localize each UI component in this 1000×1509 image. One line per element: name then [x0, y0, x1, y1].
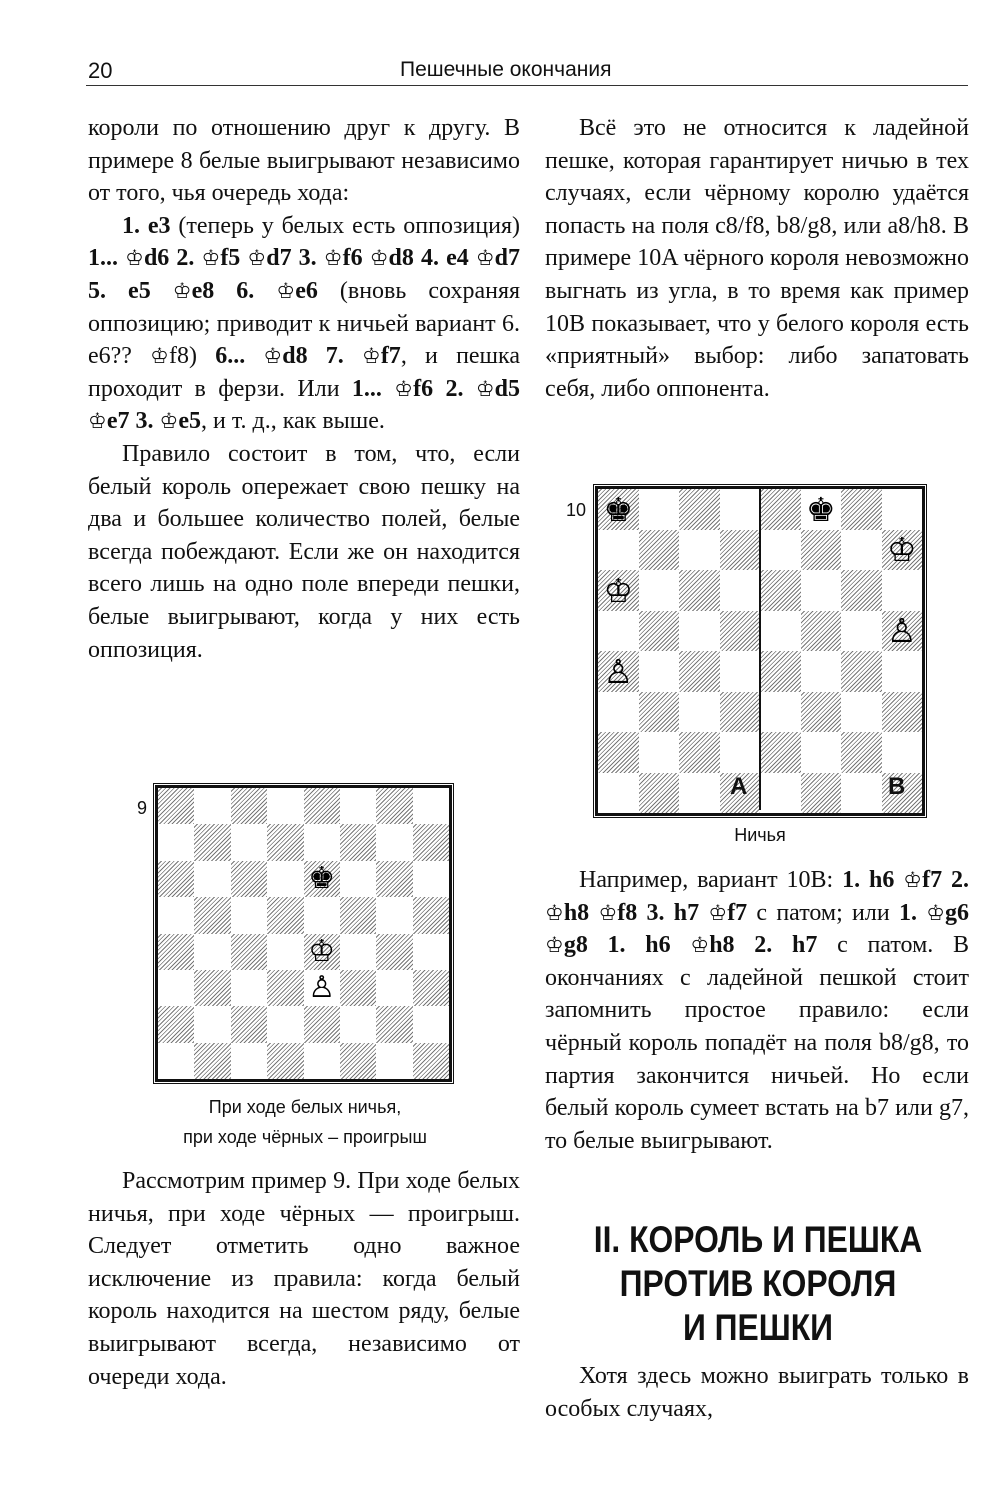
chess-move: 1. e3: [122, 212, 171, 239]
square-a3: [598, 692, 639, 733]
square-f7: [801, 530, 842, 571]
square-h1: [413, 1043, 449, 1079]
square-b3: [194, 970, 230, 1006]
square-e3: [304, 970, 340, 1006]
king-icon: ♔: [125, 246, 144, 271]
square-d4: [720, 651, 761, 692]
left-column-text-2: [88, 1165, 520, 1393]
square-c5: [231, 897, 267, 933]
square-f4: [801, 651, 842, 692]
square-h3: [413, 970, 449, 1006]
paragraph: [545, 864, 969, 1157]
square-h8: [413, 788, 449, 824]
square-g3: [841, 692, 882, 733]
running-title: Пешечные окончания: [400, 58, 612, 81]
square-g8: [841, 489, 882, 530]
king-icon: ♔: [690, 933, 710, 958]
square-f6: [340, 861, 376, 897]
text-run: (теперь у белых есть оппозиция): [170, 212, 520, 239]
text-run: Правило состоит в том, что, если белый король опережает свою пешку на два и большее количество полей, белые всегда побеждают. Если же он находится всего лишь на одно поле впереди пешки, белые выигрывают, когда у них есть оппозиция.: [88, 440, 520, 663]
square-a8: [598, 489, 639, 530]
white-king-icon: ♔: [886, 530, 917, 570]
square-f1: [801, 773, 842, 814]
square-g6: [841, 570, 882, 611]
chess-move: 1.: [898, 899, 927, 926]
square-d6: [267, 861, 303, 897]
chess-move: d6 2.: [143, 245, 202, 272]
text-run: короли по отношению друг к другу. В примере 8 белые выигрывают независимо от того, чья очередь хода:: [88, 115, 520, 207]
square-f2: [801, 732, 842, 773]
square-b1: [194, 1043, 230, 1079]
text-run: Рассмотрим пример 9. При ходе белых ничья, при ходе чёрных — проигрыш. Следует отметить одно важное исключение из правила: когда белый король находится на шестом ряду, белые выигрывают всегда, независимо от очереди хода.: [88, 1168, 520, 1390]
paragraph: [88, 112, 520, 210]
square-c1: [231, 1043, 267, 1079]
chess-move: e7 3.: [106, 408, 160, 435]
square-f8: [801, 489, 842, 530]
section-heading: [577, 1218, 938, 1350]
square-a1: [158, 1043, 194, 1079]
king-icon: ♔: [201, 246, 221, 271]
square-c4: [231, 934, 267, 970]
square-e8: [304, 788, 340, 824]
square-e7: [760, 530, 801, 571]
square-a3: [158, 970, 194, 1006]
square-a2: [598, 732, 639, 773]
square-e6: [304, 861, 340, 897]
square-e3: [760, 692, 801, 733]
square-g1: [376, 1043, 412, 1079]
square-d6: [720, 570, 761, 611]
chess-move: h8 2. h7: [709, 932, 818, 959]
square-b2: [194, 1006, 230, 1042]
square-h3: [882, 692, 923, 733]
chess-move: d5: [494, 375, 520, 402]
right-column-text: [545, 112, 969, 405]
square-e4: [760, 651, 801, 692]
king-icon: ♔: [88, 409, 107, 434]
square-g5: [376, 897, 412, 933]
section-label-a: A: [730, 773, 748, 800]
diagram-10-caption: Ничья: [734, 825, 786, 845]
square-f1: [340, 1043, 376, 1079]
square-c5: [679, 611, 720, 652]
square-f8: [340, 788, 376, 824]
text-run: Например, вариант 10B:: [579, 867, 843, 893]
square-d4: [267, 934, 303, 970]
diagram-9-caption: [140, 1092, 470, 1152]
text-run: с патом; или: [747, 899, 899, 926]
left-column-text: [88, 112, 520, 666]
square-a2: [158, 1006, 194, 1042]
square-e2: [760, 732, 801, 773]
square-f6: [801, 570, 842, 611]
chess-move: f6: [342, 245, 370, 272]
square-d3: [267, 970, 303, 1006]
square-a7: [598, 530, 639, 571]
chess-move: f7: [727, 899, 748, 926]
square-f7: [340, 824, 376, 860]
black-king-icon: ♚: [308, 860, 336, 896]
square-c3: [679, 692, 720, 733]
square-d8: [267, 788, 303, 824]
square-g5: [841, 611, 882, 652]
square-g7: [376, 824, 412, 860]
heading-line: И ПЕШКИ: [682, 1307, 834, 1348]
text-run: Хотя здесь можно выиграть только в особых случаях,: [545, 1363, 969, 1422]
diagram-number: 9: [137, 798, 148, 818]
king-icon: ♔: [545, 933, 564, 958]
black-king-icon: ♚: [603, 489, 634, 529]
square-e2: [304, 1006, 340, 1042]
king-icon: ♔: [475, 376, 495, 401]
square-a7: [158, 824, 194, 860]
square-c2: [679, 732, 720, 773]
caption-line: при ходе чёрных – проигрыш: [183, 1127, 427, 1147]
chess-move: g6: [945, 899, 970, 926]
square-d1: [267, 1043, 303, 1079]
right-column-text-2: [545, 864, 969, 1157]
square-g8: [376, 788, 412, 824]
square-d5: [720, 611, 761, 652]
white-pawn-icon: ♙: [603, 651, 634, 691]
square-d2: [720, 732, 761, 773]
square-g1: [841, 773, 882, 814]
king-icon: ♔: [545, 900, 564, 925]
king-icon: ♔: [926, 900, 946, 925]
square-e6: [760, 570, 801, 611]
chess-move: f6 2.: [413, 375, 476, 402]
square-g6: [376, 861, 412, 897]
text-run: , и т. д., как выше.: [200, 408, 385, 435]
square-b1: [639, 773, 680, 814]
square-e5: [304, 897, 340, 933]
caption-line: При ходе белых ничья,: [208, 1097, 402, 1117]
square-g2: [376, 1006, 412, 1042]
chess-move: e8 6.: [191, 277, 277, 304]
text-run: , и пешка проходит в ферзи. Или: [88, 343, 520, 402]
chess-move: 1...: [351, 375, 395, 402]
chess-move: f7 2.: [922, 867, 969, 893]
paragraph: [88, 1165, 520, 1393]
section-label-b: B: [888, 773, 906, 800]
text-run: f8): [169, 343, 216, 370]
square-d8: [720, 489, 761, 530]
chess-move: d7 5. e5: [88, 245, 521, 304]
square-e5: [760, 611, 801, 652]
header-rule: [86, 85, 968, 86]
square-b4: [194, 934, 230, 970]
text-run: (вновь сохраняя оппозицию; приводит к ничьей вариант 6. e6??: [88, 277, 521, 370]
heading-line: ПРОТИВ КОРОЛЯ: [619, 1263, 897, 1304]
square-a5: [598, 611, 639, 652]
square-h4: [882, 651, 923, 692]
square-h7: [882, 530, 923, 571]
square-h4: [413, 934, 449, 970]
square-b4: [639, 651, 680, 692]
square-c8: [231, 788, 267, 824]
square-d7: [267, 824, 303, 860]
page-number: 20: [88, 58, 113, 83]
king-icon: ♔: [263, 344, 283, 369]
king-icon: ♔: [598, 900, 618, 925]
paragraph: [88, 210, 520, 438]
king-icon: ♔: [903, 868, 923, 892]
square-e1: [760, 773, 801, 814]
king-icon: ♔: [150, 344, 169, 369]
king-icon: ♔: [323, 246, 343, 271]
square-f2: [340, 1006, 376, 1042]
square-f5: [801, 611, 842, 652]
white-pawn-icon: ♙: [308, 970, 336, 1006]
square-e7: [304, 824, 340, 860]
square-b8: [194, 788, 230, 824]
square-a1: [598, 773, 639, 814]
text-run: Всё это не относится к ладейной пешке, которая гарантирует ничью в тех случаях, если чёрному королю удаётся попасть на поля c8/f8, b8/g8, или a8/h8. В примере 10A чёрного короля невозможно выгнать из угла, в то время как пример 10B показывает, что у белого короля есть «приятный» выбор: либо запатовать себя, либо оппонента.: [545, 115, 969, 402]
king-icon: ♔: [394, 376, 414, 401]
chess-move: d7 3.: [266, 245, 324, 272]
king-icon: ♔: [247, 246, 267, 271]
square-g3: [376, 970, 412, 1006]
chess-move: g8 1. h6: [563, 932, 691, 959]
heading-line: II. КОРОЛЬ И ПЕШКА: [593, 1219, 923, 1260]
square-f4: [340, 934, 376, 970]
square-g2: [841, 732, 882, 773]
square-b8: [639, 489, 680, 530]
square-b7: [194, 824, 230, 860]
diagram-number: 10: [566, 500, 587, 520]
king-icon: ♔: [369, 246, 389, 271]
square-c6: [679, 570, 720, 611]
chess-move: f7: [380, 343, 401, 370]
black-king-icon: ♚: [805, 489, 836, 529]
square-f3: [340, 970, 376, 1006]
paragraph: [545, 112, 969, 405]
text-run: с патом. В окончаниях с ладейной пешкой стоит запомнить простое правило: если чёрный король попадёт на поля b8/g8, то партия закончится ничьей. Но если белый король сумеет встать на b7 или g7, то белые выигрывают.: [545, 932, 969, 1154]
square-c8: [679, 489, 720, 530]
right-column-text-3: [545, 1360, 969, 1425]
square-c7: [679, 530, 720, 571]
square-b7: [639, 530, 680, 571]
paragraph: [88, 438, 520, 666]
chess-move: f5: [220, 245, 248, 272]
white-king-icon: ♔: [603, 570, 634, 610]
square-f5: [340, 897, 376, 933]
square-c4: [679, 651, 720, 692]
square-b5: [194, 897, 230, 933]
king-icon: ♔: [172, 278, 192, 303]
square-b6: [194, 861, 230, 897]
square-d3: [720, 692, 761, 733]
square-h8: [882, 489, 923, 530]
square-b3: [639, 692, 680, 733]
square-a5: [158, 897, 194, 933]
square-d5: [267, 897, 303, 933]
square-h5: [882, 611, 923, 652]
square-h2: [413, 1006, 449, 1042]
king-icon: ♔: [361, 344, 381, 369]
king-icon: ♔: [276, 278, 296, 303]
chess-move: e5: [178, 408, 201, 435]
square-a6: [598, 570, 639, 611]
square-g4: [376, 934, 412, 970]
chess-move: d8 4. e4: [388, 245, 476, 272]
square-g4: [841, 651, 882, 692]
chess-move: d8 7.: [282, 343, 362, 370]
square-h7: [413, 824, 449, 860]
king-icon: ♔: [708, 900, 728, 925]
square-e1: [304, 1043, 340, 1079]
square-g7: [841, 530, 882, 571]
white-king-icon: ♔: [308, 933, 336, 969]
board-divider: [759, 489, 761, 810]
square-f3: [801, 692, 842, 733]
square-c7: [231, 824, 267, 860]
square-c2: [231, 1006, 267, 1042]
chess-move: e6: [295, 277, 318, 304]
square-c6: [231, 861, 267, 897]
chess-move: h8: [563, 899, 599, 926]
square-e8: [760, 489, 801, 530]
chess-move: f8 3. h7: [617, 899, 709, 926]
square-h2: [882, 732, 923, 773]
square-b5: [639, 611, 680, 652]
square-h6: [413, 861, 449, 897]
square-a4: [158, 934, 194, 970]
square-a4: [598, 651, 639, 692]
king-icon: ♔: [159, 409, 179, 434]
chess-move: 6...: [215, 343, 264, 370]
square-a8: [158, 788, 194, 824]
square-a6: [158, 861, 194, 897]
square-h6: [882, 570, 923, 611]
square-b6: [639, 570, 680, 611]
white-pawn-icon: ♙: [886, 611, 917, 651]
chess-move: 1...: [88, 245, 126, 272]
square-e4: [304, 934, 340, 970]
paragraph: [545, 1360, 969, 1425]
square-h5: [413, 897, 449, 933]
square-d7: [720, 530, 761, 571]
square-c1: [679, 773, 720, 814]
square-d2: [267, 1006, 303, 1042]
king-icon: ♔: [475, 246, 495, 271]
chessboard: [155, 785, 452, 1082]
square-c3: [231, 970, 267, 1006]
square-b2: [639, 732, 680, 773]
chess-move: 1. h6: [842, 867, 904, 893]
